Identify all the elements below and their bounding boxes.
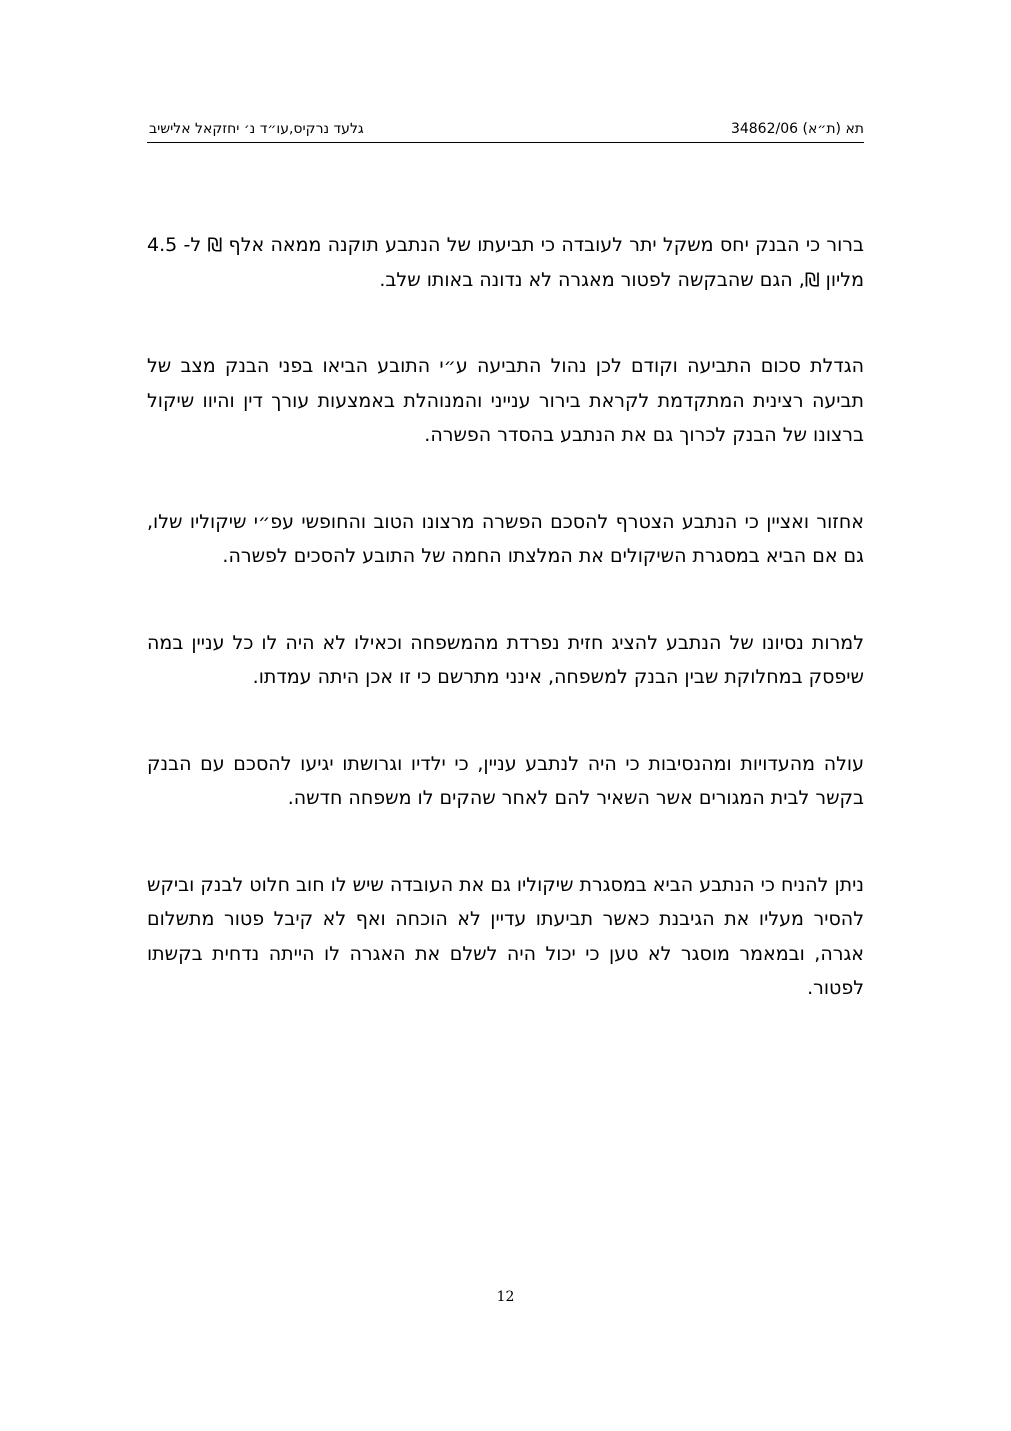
- paragraph: ניתן להניח כי הנתבע הביא במסגרת שיקוליו גם את העובדה שיש לו חוב חלוט לבנק וביקש להסיר מעליו את הגיבנת כאשר תביעתו עדיין לא הוכחה ואף לא קיבל פטור מתשלום אגרה, ובמאמר מוסגר לא טען כי יכול היה לשלם את האגרה לו הייתה נדחית בקשתו לפטור.: [146, 873, 864, 999]
- paragraph: ברור כי הבנק יחס משקל יתר לעובדה כי תביעתו של הנתבע תוקנה ממאה אלף ₪ ל- 4.5 מליון ₪, הגם שהבקשה לפטור מאגרה לא נדונה באותו שלב.: [147, 234, 864, 291]
- case-parties: גלעד נרקיס,עו״ד נ׳ יחזקאל אלישיב: [149, 121, 364, 137]
- paragraph: הגדלת סכום התביעה וקודם לכן נהול התביעה ע״י התובע הביאו בפני הבנק מצב של תביעה רצינית המתקדמת לקראת בירור ענייני והמנוהלת באמצעות עורך דין והיוו שיקול ברצונו של הבנק לכרוך גם את הנתבע בהסדר הפשרה.: [147, 355, 864, 446]
- paragraph: אחזור ואציין כי הנתבע הצטרף להסכם הפשרה מרצונו הטוב והחופשי עפ״י שיקוליו שלו, גם אם הביא במסגרת השיקולים את המלצתו החמה של התובע להסכים לפשרה.: [147, 510, 864, 567]
- case-number: תא (ת״א) 34862/06: [730, 121, 864, 137]
- page-number: 12: [496, 1289, 515, 1305]
- page-header: [147, 116, 864, 143]
- paragraph: עולה מהעדויות ומהנסיבות כי היה לנתבע עניין, כי ילדיו וגרושתו יגיעו להסכם עם הבנק בקשר לבית המגורים אשר השאיר להם לאחר שהקים לו משפחה חדשה.: [147, 752, 864, 809]
- document-body: [147, 228, 864, 1058]
- paragraph: למרות נסיונו של הנתבע להציג חזית נפרדת מהמשפחה וכאילו לא היה לו כל עניין במה שיפסק במחלוקת שבין הבנק למשפחה, אינני מתרשם כי זו אכן היתה עמדתו.: [147, 631, 864, 688]
